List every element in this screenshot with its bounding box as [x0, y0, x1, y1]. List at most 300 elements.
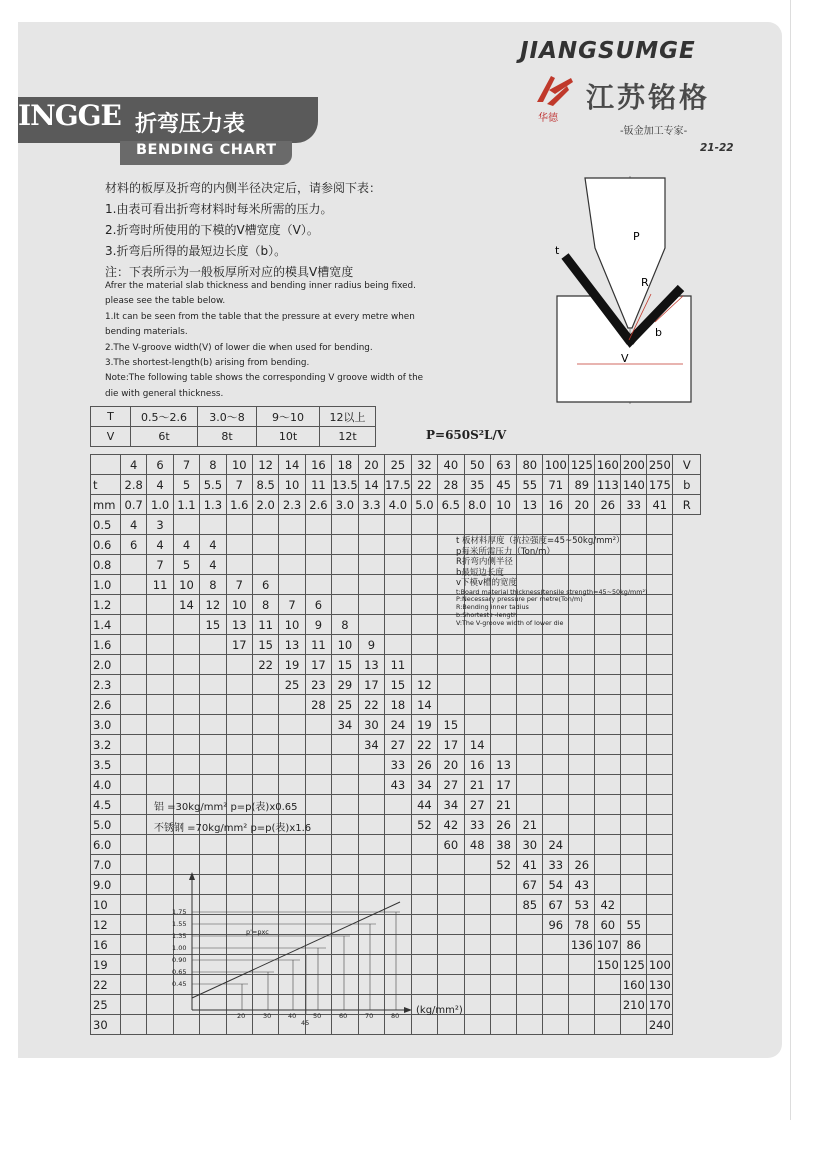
- table-row: [91, 715, 701, 735]
- v-header-cell: 4: [121, 455, 147, 475]
- empty-cell: [543, 715, 569, 735]
- empty-cell: [621, 895, 647, 915]
- empty-cell: [595, 855, 621, 875]
- b-header-cell: 22: [411, 475, 437, 495]
- v-header-cell: 20: [358, 455, 384, 475]
- empty-cell: [673, 655, 701, 675]
- empty-cell: [647, 795, 673, 815]
- v-header-cell: 10: [226, 455, 252, 475]
- pressure-cell: 150: [595, 955, 621, 975]
- pressure-cell: 67: [517, 875, 543, 895]
- pressure-cell: 8: [252, 595, 278, 615]
- pressure-cell: 4: [200, 535, 226, 555]
- b-header-cell: 14: [358, 475, 384, 495]
- empty-cell: [647, 735, 673, 755]
- empty-cell: [490, 995, 516, 1015]
- pressure-cell: 34: [358, 735, 384, 755]
- b-header-cell: 175: [647, 475, 673, 495]
- empty-cell: [490, 635, 516, 655]
- empty-cell: [332, 815, 359, 835]
- tv-v-cell: 12t: [320, 427, 376, 447]
- graph-y-tick: 0.45: [172, 980, 187, 988]
- empty-cell: [226, 655, 252, 675]
- die-label-t: t: [555, 244, 560, 257]
- logo-wordmark: JIANGSUMGE: [520, 38, 696, 64]
- pressure-cell: 26: [411, 755, 437, 775]
- pressure-cell: 125: [621, 955, 647, 975]
- empty-cell: [621, 835, 647, 855]
- empty-cell: [464, 655, 490, 675]
- pressure-cell: 4: [147, 535, 173, 555]
- pressure-cell: 13: [358, 655, 384, 675]
- pressure-cell: 11: [305, 635, 331, 655]
- r-header-cell: 6.5: [438, 495, 464, 515]
- logo-name-cn: 江苏铭格: [586, 81, 711, 114]
- pressure-cell: 54: [543, 875, 569, 895]
- empty-cell: [569, 675, 595, 695]
- empty-cell: [595, 795, 621, 815]
- empty-cell: [673, 1015, 701, 1035]
- pressure-cell: 34: [438, 795, 464, 815]
- empty-cell: [569, 835, 595, 855]
- pressure-cell: 4: [173, 535, 199, 555]
- pressure-cell: 21: [517, 815, 543, 835]
- empty-cell: [305, 555, 331, 575]
- empty-cell: [517, 695, 543, 715]
- thickness-cell: 4.0: [91, 775, 121, 795]
- empty-cell: [279, 695, 305, 715]
- empty-cell: [673, 995, 701, 1015]
- pressure-cell: 11: [252, 615, 278, 635]
- b-header-cell: 71: [543, 475, 569, 495]
- v-header-cell: 16: [305, 455, 331, 475]
- empty-cell: [490, 695, 516, 715]
- pressure-cell: 21: [464, 775, 490, 795]
- empty-cell: [200, 735, 226, 755]
- pressure-cell: 6: [121, 535, 147, 555]
- empty-cell: [543, 735, 569, 755]
- empty-cell: [200, 755, 226, 775]
- pressure-cell: 14: [173, 595, 199, 615]
- pressure-cell: 100: [647, 955, 673, 975]
- empty-cell: [569, 1015, 595, 1035]
- empty-cell: [569, 815, 595, 835]
- thickness-cell: 0.5: [91, 515, 121, 535]
- thickness-cell: 1.6: [91, 635, 121, 655]
- empty-cell: [543, 515, 569, 535]
- pressure-cell: 23: [305, 675, 331, 695]
- empty-cell: [147, 655, 173, 675]
- empty-cell: [517, 755, 543, 775]
- r-header-cell: 2.0: [252, 495, 278, 515]
- thickness-cell: 30: [91, 1015, 121, 1035]
- pressure-cell: 22: [411, 735, 437, 755]
- pressure-cell: 15: [385, 675, 412, 695]
- r-header-cell: 3.3: [358, 495, 384, 515]
- intro-cn: [105, 178, 381, 283]
- empty-cell: [385, 515, 412, 535]
- empty-cell: [173, 755, 199, 775]
- tv-v-cell: 10t: [257, 427, 320, 447]
- intro-en-line: 1.It can be seen from the table that the pressure at every metre when: [105, 311, 415, 322]
- empty-cell: [147, 595, 173, 615]
- empty-cell: [569, 775, 595, 795]
- empty-cell: [673, 735, 701, 755]
- pressure-cell: 17: [226, 635, 252, 655]
- b-header-cell: 10: [279, 475, 305, 495]
- pressure-cell: 85: [517, 895, 543, 915]
- pressure-cell: 34: [411, 775, 437, 795]
- banner-title-en: BENDING CHART: [136, 142, 277, 158]
- table-row: [91, 675, 701, 695]
- v-header-cell: 25: [385, 455, 412, 475]
- intro-cn-line: 2.折弯时所使用的下模的V槽宽度（V）。: [105, 223, 319, 237]
- graph-formula-label: p'=pxc: [246, 928, 269, 936]
- empty-cell: [621, 775, 647, 795]
- v-header-cell: 8: [200, 455, 226, 475]
- empty-cell: [173, 715, 199, 735]
- tv-t-cell: 9～10: [257, 407, 320, 427]
- empty-cell: [647, 675, 673, 695]
- empty-cell: [305, 715, 331, 735]
- graph-x-tick: 60: [339, 1012, 348, 1020]
- pressure-cell: 55: [621, 915, 647, 935]
- empty-cell: [621, 795, 647, 815]
- v-header-cell: 125: [569, 455, 595, 475]
- empty-cell: [517, 1015, 543, 1035]
- empty-cell: [226, 675, 252, 695]
- pressure-cell: 17: [490, 775, 516, 795]
- empty-cell: [121, 675, 147, 695]
- intro-en-line: Note:The following table shows the corresponding V groove width of the: [105, 373, 424, 384]
- empty-cell: [121, 935, 147, 955]
- pressure-cell: 9: [305, 615, 331, 635]
- pressure-cell: 160: [621, 975, 647, 995]
- empty-cell: [252, 755, 278, 775]
- empty-cell: [490, 875, 516, 895]
- empty-cell: [647, 695, 673, 715]
- pressure-cell: 9: [358, 635, 384, 655]
- v-header-cell: 50: [464, 455, 490, 475]
- empty-cell: [121, 755, 147, 775]
- legend-en-line: R:Bending inner tadius: [456, 603, 529, 612]
- empty-cell: [673, 815, 701, 835]
- thickness-cell: 6.0: [91, 835, 121, 855]
- empty-cell: [252, 695, 278, 715]
- empty-cell: [200, 515, 226, 535]
- pressure-cell: 30: [517, 835, 543, 855]
- empty-cell: [595, 635, 621, 655]
- empty-cell: [332, 595, 359, 615]
- empty-cell: [621, 815, 647, 835]
- graph-x-tick: 30: [263, 1012, 272, 1020]
- empty-cell: [173, 615, 199, 635]
- empty-cell: [147, 635, 173, 655]
- empty-cell: [490, 515, 516, 535]
- empty-cell: [332, 835, 359, 855]
- thickness-cell: 25: [91, 995, 121, 1015]
- pressure-cell: 28: [305, 695, 331, 715]
- pressure-cell: 240: [647, 1015, 673, 1035]
- legend-cn-line: v下模v槽的宽度: [456, 578, 518, 588]
- empty-cell: [673, 975, 701, 995]
- graph-x-tick: 80: [391, 1012, 400, 1020]
- intro-cn-line: 材料的板厚及折弯的内侧半径决定后，请参阅下表：: [105, 181, 382, 195]
- empty-cell: [411, 635, 437, 655]
- pressure-cell: 24: [385, 715, 412, 735]
- empty-cell: [621, 655, 647, 675]
- tv-v-label: V: [91, 427, 131, 447]
- thickness-cell: 22: [91, 975, 121, 995]
- v-header-cell: 80: [517, 455, 543, 475]
- empty-cell: [332, 575, 359, 595]
- empty-cell: [358, 615, 384, 635]
- empty-cell: [411, 515, 437, 535]
- intro-en-line: 2.The V-groove width(V) of lower die when used for bending.: [105, 342, 373, 353]
- empty-cell: [673, 575, 701, 595]
- empty-cell: [621, 735, 647, 755]
- empty-cell: [438, 635, 464, 655]
- empty-cell: [121, 575, 147, 595]
- graph-x-tick: 20: [237, 1012, 246, 1020]
- empty-cell: [673, 795, 701, 815]
- pressure-cell: 14: [464, 735, 490, 755]
- empty-cell: [595, 815, 621, 835]
- intro-en-line: 3.The shortest-length(b) arising from bending.: [105, 358, 310, 369]
- v-header-cell: 7: [173, 455, 199, 475]
- empty-cell: [226, 555, 252, 575]
- empty-cell: [438, 515, 464, 535]
- graph-x-tick: 45: [301, 1019, 310, 1027]
- pressure-formula: P=650S²L/V: [426, 428, 507, 442]
- empty-cell: [385, 635, 412, 655]
- thickness-cell: 1.2: [91, 595, 121, 615]
- pressure-cell: 27: [385, 735, 412, 755]
- empty-cell: [121, 775, 147, 795]
- empty-cell: [226, 715, 252, 735]
- b-header-cell: 140: [621, 475, 647, 495]
- logo-small-cn: 华德: [538, 113, 558, 124]
- r-header-cell: 1.6: [226, 495, 252, 515]
- empty-cell: [673, 875, 701, 895]
- empty-cell: [279, 555, 305, 575]
- empty-cell: [647, 515, 673, 535]
- empty-cell: [332, 555, 359, 575]
- legend-en-line: b:Shortest+-length: [456, 610, 518, 619]
- empty-cell: [673, 695, 701, 715]
- tv-t-cell: 0.5～2.6: [131, 407, 198, 427]
- r-header-cell: 20: [569, 495, 595, 515]
- pressure-cell: 60: [438, 835, 464, 855]
- b-header-cell: 89: [569, 475, 595, 495]
- b-header-cell: 5.5: [200, 475, 226, 495]
- pressure-cell: 41: [517, 855, 543, 875]
- banner-title-cn: 折弯压力表: [135, 112, 246, 137]
- header-label-cell: t: [91, 475, 121, 495]
- pressure-cell: 96: [543, 915, 569, 935]
- empty-cell: [147, 715, 173, 735]
- pressure-cell: 6: [252, 575, 278, 595]
- empty-cell: [332, 795, 359, 815]
- empty-cell: [543, 815, 569, 835]
- empty-cell: [517, 795, 543, 815]
- empty-cell: [569, 995, 595, 1015]
- r-header-cell: 33: [621, 495, 647, 515]
- empty-cell: [647, 715, 673, 735]
- empty-cell: [305, 755, 331, 775]
- b-header-cell: 17.5: [385, 475, 412, 495]
- empty-cell: [358, 535, 384, 555]
- empty-cell: [569, 655, 595, 675]
- b-header-cell: 4: [147, 475, 173, 495]
- empty-cell: [121, 1015, 147, 1035]
- empty-cell: [252, 515, 278, 535]
- empty-cell: [252, 775, 278, 795]
- b-header-cell: 45: [490, 475, 516, 495]
- pressure-cell: 60: [595, 915, 621, 935]
- empty-cell: [543, 955, 569, 975]
- empty-cell: [121, 635, 147, 655]
- v-header-cell: 12: [252, 455, 278, 475]
- thickness-cell: 7.0: [91, 855, 121, 875]
- pressure-cell: 24: [543, 835, 569, 855]
- empty-cell: [543, 975, 569, 995]
- empty-cell: [569, 975, 595, 995]
- empty-cell: [490, 915, 516, 935]
- empty-cell: [358, 515, 384, 535]
- b-header-cell: 5: [173, 475, 199, 495]
- empty-cell: [147, 675, 173, 695]
- pressure-cell: 44: [411, 795, 437, 815]
- pressure-cell: 7: [147, 555, 173, 575]
- empty-cell: [147, 755, 173, 775]
- empty-cell: [252, 555, 278, 575]
- empty-cell: [121, 995, 147, 1015]
- r-header-cell: 10: [490, 495, 516, 515]
- header-label-cell: mm: [91, 495, 121, 515]
- empty-cell: [305, 535, 331, 555]
- empty-cell: [595, 975, 621, 995]
- die-label-b: b: [655, 326, 662, 339]
- empty-cell: [173, 735, 199, 755]
- pressure-cell: 136: [569, 935, 595, 955]
- empty-cell: [226, 695, 252, 715]
- r-header-cell: 1.3: [200, 495, 226, 515]
- pressure-cell: 27: [438, 775, 464, 795]
- intro-cn-line: 3.折弯后所得的最短边长度（b）。: [105, 244, 287, 258]
- pressure-cell: 18: [385, 695, 412, 715]
- thickness-cell: 0.6: [91, 535, 121, 555]
- empty-cell: [411, 595, 437, 615]
- intro-en: [105, 279, 455, 402]
- b-header-cell: 113: [595, 475, 621, 495]
- legend-en-line: t:Board material thickness(tensile strength=45~50kg/mm²): [456, 587, 648, 596]
- pressure-cell: 4: [121, 515, 147, 535]
- empty-cell: [595, 655, 621, 675]
- empty-cell: [543, 795, 569, 815]
- b-header-cell: 11: [305, 475, 331, 495]
- pressure-cell: 33: [464, 815, 490, 835]
- empty-cell: [673, 775, 701, 795]
- legend-cn-line: t 板材料厚度（抗拉强度=45~50kg/mm²）: [456, 536, 625, 546]
- empty-cell: [647, 755, 673, 775]
- empty-cell: [621, 1015, 647, 1035]
- empty-cell: [621, 515, 647, 535]
- empty-cell: [147, 735, 173, 755]
- empty-cell: [543, 635, 569, 655]
- empty-cell: [358, 575, 384, 595]
- thickness-cell: 3.5: [91, 755, 121, 775]
- pressure-cell: 43: [385, 775, 412, 795]
- header-unit-cell: R: [673, 495, 701, 515]
- thickness-cell: 1.0: [91, 575, 121, 595]
- empty-cell: [517, 915, 543, 935]
- empty-cell: [385, 795, 412, 815]
- empty-cell: [332, 735, 359, 755]
- table-header-row: [91, 495, 701, 515]
- empty-cell: [517, 975, 543, 995]
- pressure-cell: 5: [173, 555, 199, 575]
- table-header-row: [91, 455, 701, 475]
- pressure-cell: 33: [543, 855, 569, 875]
- empty-cell: [147, 615, 173, 635]
- empty-cell: [647, 875, 673, 895]
- note-aluminium: 铝 =30kg/mm² p=p(表)x0.65: [154, 802, 298, 813]
- empty-cell: [305, 775, 331, 795]
- empty-cell: [279, 775, 305, 795]
- empty-cell: [464, 675, 490, 695]
- empty-cell: [647, 655, 673, 675]
- empty-cell: [595, 835, 621, 855]
- empty-cell: [621, 755, 647, 775]
- empty-cell: [647, 895, 673, 915]
- empty-cell: [490, 675, 516, 695]
- pressure-cell: 25: [332, 695, 359, 715]
- empty-cell: [517, 775, 543, 795]
- pressure-cell: 15: [252, 635, 278, 655]
- empty-cell: [490, 655, 516, 675]
- r-header-cell: 3.0: [332, 495, 359, 515]
- pressure-cell: 15: [332, 655, 359, 675]
- empty-cell: [647, 635, 673, 655]
- empty-cell: [673, 535, 701, 555]
- legend-en-line: P:Necessary pressure per metre(Ton/m): [456, 595, 583, 604]
- empty-cell: [438, 695, 464, 715]
- thickness-cell: 5.0: [91, 815, 121, 835]
- graph-y-tick: 0.65: [172, 968, 187, 976]
- empty-cell: [490, 715, 516, 735]
- b-header-cell: 2.8: [121, 475, 147, 495]
- pressure-cell: 42: [438, 815, 464, 835]
- empty-cell: [200, 675, 226, 695]
- empty-cell: [358, 795, 384, 815]
- tv-v-cell: 8t: [198, 427, 257, 447]
- empty-cell: [121, 655, 147, 675]
- empty-cell: [569, 635, 595, 655]
- empty-cell: [621, 675, 647, 695]
- empty-cell: [673, 895, 701, 915]
- pressure-cell: 10: [226, 595, 252, 615]
- banner-title: INGGE: [18, 99, 121, 132]
- table-row: [91, 775, 701, 795]
- empty-cell: [121, 975, 147, 995]
- pressure-cell: 130: [647, 975, 673, 995]
- thickness-cell: 19: [91, 955, 121, 975]
- empty-cell: [595, 715, 621, 735]
- empty-cell: [595, 515, 621, 535]
- empty-cell: [543, 1015, 569, 1035]
- empty-cell: [621, 855, 647, 875]
